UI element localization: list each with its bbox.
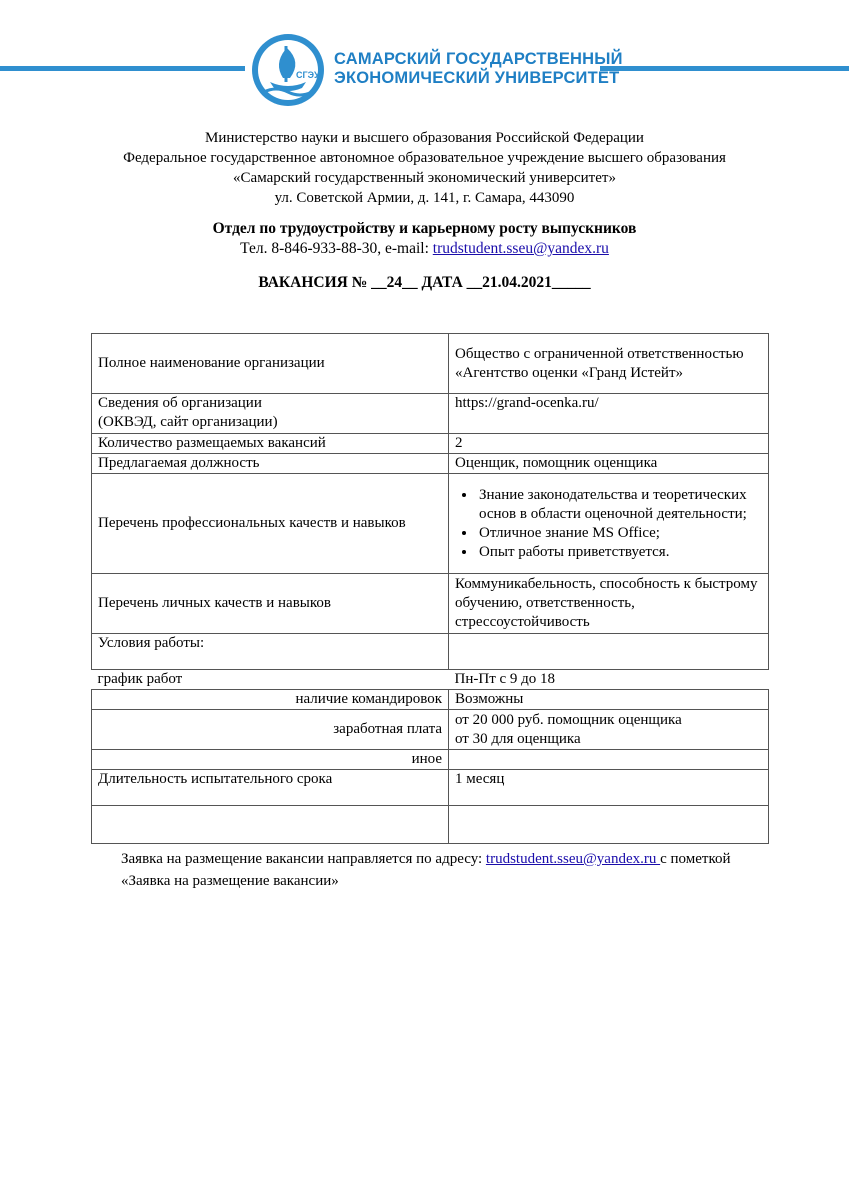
salary-value: [449, 710, 769, 750]
submission-note: [121, 848, 771, 892]
other-value: [449, 750, 769, 770]
probation-label: Длительность испытательного срока: [92, 770, 449, 806]
empty-cell-left: [92, 806, 449, 844]
submission-note-tail: с пометкой «Заявка на размещение вакансии»: [121, 851, 731, 889]
ministry-block: [0, 128, 849, 208]
schedule-row: [98, 670, 763, 689]
ministry-line3: «Самарский государственный экономический университет»: [233, 170, 616, 186]
org-name-value: Общество с ограниченной ответственностью «Агентство оценки «Гранд Истейт»: [449, 334, 769, 394]
salary-value-line1: от 20 000 руб. помощник оценщика: [455, 711, 682, 728]
schedule-label: график работ: [97, 671, 183, 687]
ministry-line1: Министерство науки и высшего образования Российской Федерации: [205, 130, 644, 146]
ministry-line2: Федеральное государственное автономное образовательное учреждение высшего образования: [123, 150, 726, 166]
table-row-conditions: [92, 634, 769, 670]
department-email-link[interactable]: trudstudent.sseu@yandex.ru: [432, 240, 609, 257]
table-row-org-info: [92, 394, 769, 434]
probation-value: 1 месяц: [449, 770, 769, 806]
vacancy-number-date: ВАКАНСИЯ № __24__ ДАТА __21.04.2021_____: [258, 274, 591, 291]
salary-value-line2: от 30 для оценщика: [455, 730, 581, 747]
vacancy-table: [91, 333, 769, 844]
salary-label: заработная плата: [92, 710, 449, 750]
submission-note-text: Заявка на размещение вакансии направляется по адресу:: [121, 851, 486, 867]
conditions-value: [449, 634, 769, 670]
org-info-label-line1: Сведения об организации: [98, 395, 262, 411]
sseu-ship-logo-icon: [250, 32, 326, 108]
conditions-label: Условия работы:: [92, 634, 449, 670]
personal-skills-label: Перечень личных качеств и навыков: [92, 574, 449, 634]
table-row-professional: [92, 474, 769, 574]
professional-skills-list: [455, 486, 762, 562]
schedule-value: Пн-Пт с 9 до 18: [454, 671, 556, 687]
table-row-count: [92, 434, 769, 454]
business-trips-value: Возможны: [449, 690, 769, 710]
org-website-value: https://grand-ocenka.ru/: [449, 394, 769, 434]
list-item: • Знание законодательства и теоретических основ в области оценочной деятельности;: [477, 486, 762, 524]
ministry-address: ул. Советской Армии, д. 141, г. Самара, 443090: [274, 190, 575, 206]
department-block: [0, 219, 849, 259]
table-row-position: [92, 454, 769, 474]
university-name-line2: ЭКОНОМИЧЕСКИЙ УНИВЕРСИТЕТ: [334, 69, 620, 87]
table-row-schedule: [92, 670, 769, 690]
other-label: иное: [92, 750, 449, 770]
schedule-cell: [92, 670, 769, 690]
logo-text: СГЭУ: [296, 70, 320, 80]
position-label: Предлагаемая должность: [92, 454, 449, 474]
table-row-org-name: [92, 334, 769, 394]
table-row-personal: [92, 574, 769, 634]
org-info-label: [92, 394, 449, 434]
personal-skills-value: Коммуникабельность, способность к быстрому обучению, ответственность, стрессоустойчивость: [449, 574, 769, 634]
professional-skills-label: Перечень профессиональных качеств и навыков: [92, 474, 449, 574]
header-line-right: [600, 66, 849, 71]
vacancy-count-label: Количество размещаемых вакансий: [92, 434, 449, 454]
university-name: [334, 50, 623, 88]
org-name-label: Полное наименование организации: [92, 334, 449, 394]
business-trips-label: наличие командировок: [92, 690, 449, 710]
table-row-other: [92, 750, 769, 770]
table-row-empty: [92, 806, 769, 844]
department-contacts: [0, 239, 849, 259]
org-info-label-line2: (ОКВЭД, сайт организации): [98, 414, 278, 430]
table-row-probation: [92, 770, 769, 806]
submission-email-link[interactable]: trudstudent.sseu@yandex.ru: [485, 851, 661, 867]
professional-skills-value: [449, 474, 769, 574]
header-line-left: [0, 66, 245, 71]
department-phone: Тел. 8-846-933-88-30, e-mail:: [240, 240, 433, 257]
list-item: • Отличное знание MS Office;: [477, 524, 762, 543]
vacancy-count-value: 2: [449, 434, 769, 454]
list-item: • Опыт работы приветствуется.: [477, 543, 762, 562]
table-row-salary: [92, 710, 769, 750]
department-title: Отдел по трудоустройству и карьерному росту выпускников: [212, 220, 637, 237]
university-name-line1: САМАРСКИЙ ГОСУДАРСТВЕННЫЙ: [334, 50, 623, 68]
table-row-trips: [92, 690, 769, 710]
position-value: Оценщик, помощник оценщика: [449, 454, 769, 474]
empty-cell-right: [449, 806, 769, 844]
